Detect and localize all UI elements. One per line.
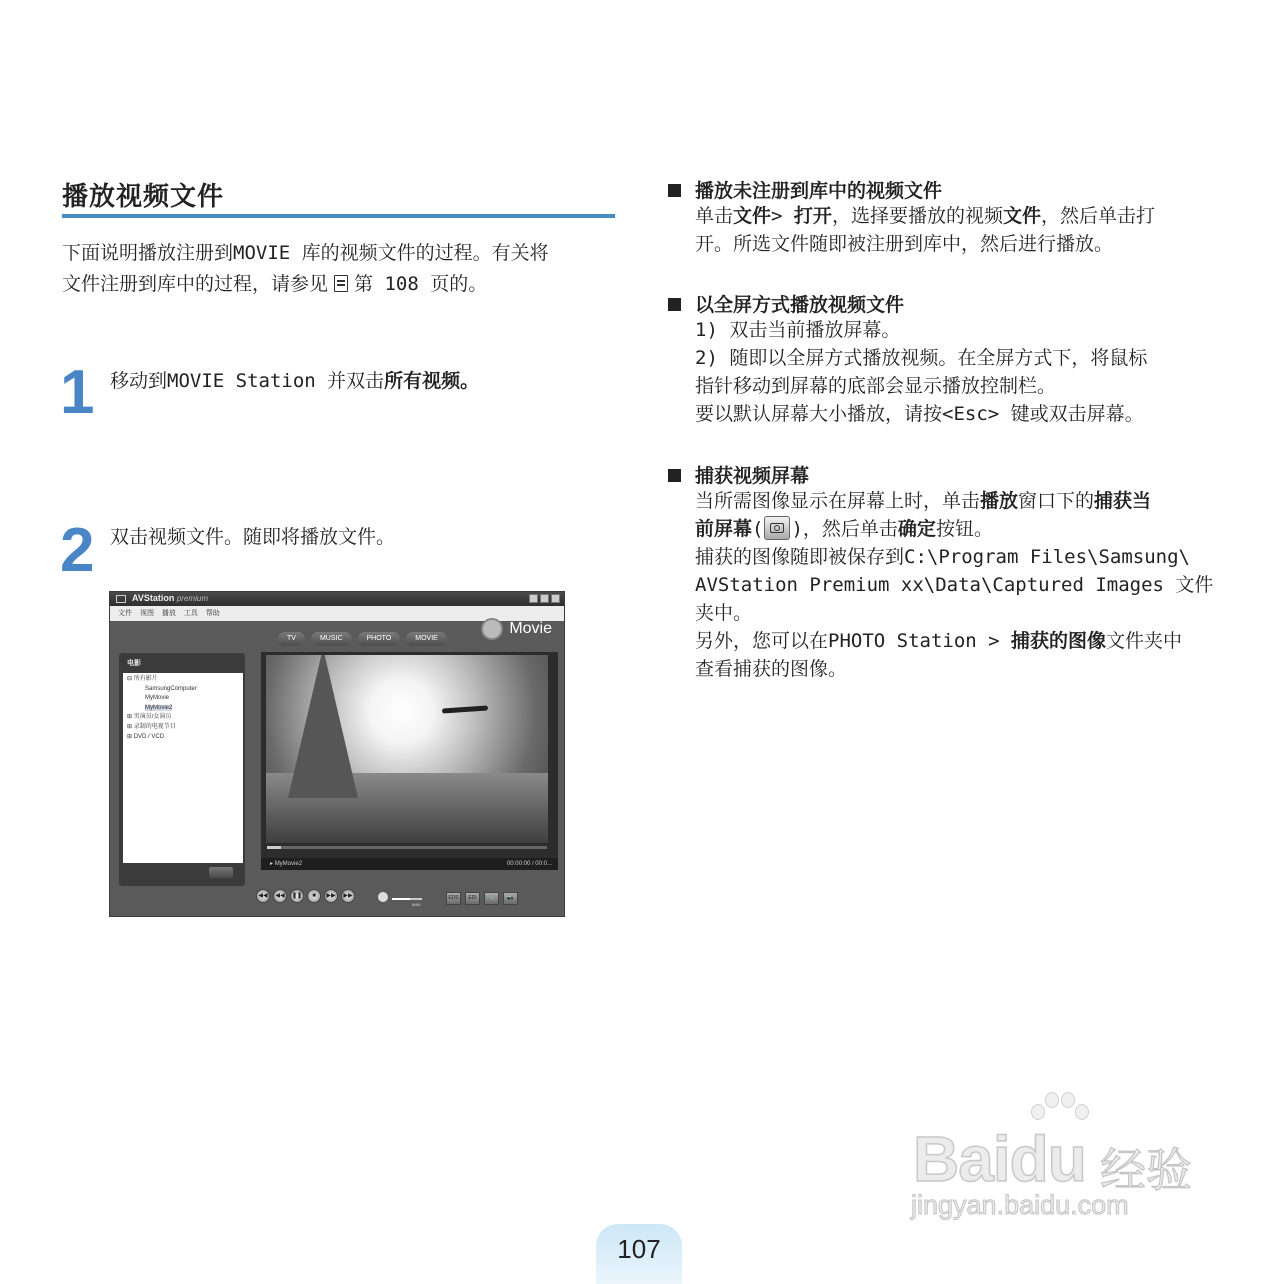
body-text: AVStation Premium xx\Data\Captured Images 文件	[695, 574, 1214, 596]
body-line	[695, 202, 1230, 230]
edi-button[interactable]: EDI	[465, 892, 480, 905]
tab-movie[interactable]: MOVIE	[406, 632, 447, 646]
watermark-url: jingyan.baidu.com	[911, 1190, 1129, 1220]
bullet-square-icon	[668, 298, 681, 311]
page-number-tab	[596, 1224, 682, 1284]
body-text: )，然后单击	[791, 518, 898, 540]
tool-buttons	[446, 892, 518, 905]
tab-photo[interactable]: PHOTO	[358, 632, 401, 646]
video-temple	[288, 655, 358, 798]
stop-button[interactable]: ■	[307, 889, 321, 903]
body-text: 查看捕获的图像。	[695, 658, 848, 680]
previous-button[interactable]: ◀◀	[256, 889, 270, 903]
volume-control[interactable]	[378, 890, 426, 907]
body-text: 指针移动到屏幕的底部会显示播放控制栏。	[695, 375, 1057, 397]
bold-term: 前屏幕	[695, 518, 753, 540]
close-button[interactable]	[551, 594, 560, 603]
menu-file[interactable]: 文件	[118, 610, 132, 617]
intro-line-2-start: 文件注册到库中的过程，请参见	[62, 273, 329, 295]
app-title: AVStation premium	[132, 593, 208, 603]
body-text: 按钮。	[935, 518, 993, 540]
tree-item[interactable]: ⊞ DVD / VCD	[127, 733, 165, 740]
watermark-jingyan: 经验	[1100, 1143, 1192, 1197]
watermark-brand: Baidu	[913, 1123, 1086, 1195]
app-icon	[116, 595, 126, 603]
body-text: 开。所选文件随即被注册到库中，然后进行播放。	[695, 233, 1114, 255]
next-button[interactable]: ▶▶	[341, 889, 355, 903]
video-player	[261, 652, 558, 858]
section-title: 播放视频文件	[62, 182, 225, 212]
body-text: ，选择要播放的视频	[831, 205, 1003, 227]
rewind-button[interactable]: ◀◀	[273, 889, 287, 903]
section-fullscreen-body	[695, 316, 1230, 428]
bold-term: 捕获当	[1094, 490, 1152, 512]
step-2-number: 2	[60, 516, 95, 585]
bold-term: 打开	[793, 205, 832, 227]
video-airplane	[442, 705, 488, 713]
body-line	[695, 543, 1230, 571]
tree-item[interactable]: SamsungComputer	[145, 685, 197, 692]
film-reel-icon	[481, 618, 503, 640]
camera-icon	[764, 516, 790, 540]
bold-term: 捕获的图像	[1011, 630, 1107, 652]
body-text: 单击	[695, 205, 734, 227]
volume-level	[392, 898, 410, 900]
body-line	[695, 599, 1230, 627]
maximize-button[interactable]	[540, 594, 549, 603]
step-1-bold: 所有视频。	[384, 370, 480, 392]
body-text: 1) 双击当前播放屏幕。	[695, 319, 901, 341]
seek-bar-fill	[267, 846, 281, 849]
now-playing-title: ▸ MyMovie2	[270, 861, 303, 867]
add-file-button[interactable]	[209, 867, 233, 878]
body-line	[695, 627, 1230, 655]
intro-line-2-end: 第 108 页的。	[354, 273, 488, 295]
now-playing-bar	[261, 858, 558, 870]
app-titlebar	[110, 592, 564, 606]
title-underline	[62, 214, 615, 218]
body-line	[695, 400, 1230, 428]
body-line	[695, 655, 1230, 683]
tree-item[interactable]: ⊞ 录制的电视节目	[127, 723, 176, 730]
intro-paragraph	[62, 238, 622, 300]
body-text: 夹中。	[695, 602, 753, 624]
pause-button[interactable]: ❚❚	[290, 889, 304, 903]
body-text: 2) 随即以全屏方式播放视频。在全屏方式下，将鼠标	[695, 347, 1148, 369]
body-text: 文件夹中	[1106, 630, 1183, 652]
tree-item[interactable]: ⊞ 男演员/女演员	[127, 714, 172, 721]
intro-line-1: 下面说明播放注册到MOVIE 库的视频文件的过程。有关将	[62, 242, 549, 264]
tree-item[interactable]: ⊟ 所有影片	[127, 676, 158, 682]
movie-station-logo	[481, 618, 552, 640]
body-line	[695, 571, 1230, 599]
body-line	[695, 344, 1230, 372]
step-1-text	[110, 366, 479, 393]
section-play-unregistered-body	[695, 202, 1230, 258]
body-text: (	[752, 518, 764, 540]
baidu-jingyan-watermark	[905, 1090, 1205, 1225]
library-panel-title: 电影	[127, 660, 141, 667]
body-text: 捕获的图像随即被保存到C:\Program Files\Samsung\	[695, 546, 1190, 568]
menu-tools[interactable]: 工具	[183, 610, 198, 617]
body-line	[695, 316, 1230, 344]
body-line	[695, 372, 1230, 400]
volume-max-label: MAX	[412, 902, 421, 907]
bold-term: 播放	[980, 490, 1019, 512]
bold-term: 确定	[897, 518, 936, 540]
settings-button[interactable]: 🔧	[484, 892, 499, 905]
playback-controls	[256, 889, 355, 903]
body-line	[695, 515, 1230, 543]
video-frame-image[interactable]	[266, 655, 548, 843]
menu-view[interactable]: 视图	[139, 610, 154, 617]
seek-bar[interactable]	[267, 846, 547, 849]
page-number: 107	[617, 1234, 661, 1264]
body-text: 另外，您可以在PHOTO Station >	[695, 630, 1012, 652]
body-line	[695, 487, 1230, 515]
menu-play[interactable]: 播放	[161, 610, 176, 617]
bullet-square-icon	[668, 469, 681, 482]
minimize-button[interactable]	[529, 594, 538, 603]
body-text: 当所需图像显示在屏幕上时，单击	[695, 490, 981, 512]
station-tabs	[278, 632, 447, 646]
body-text: 要以默认屏幕大小播放，请按<Esc> 键或双击屏幕。	[695, 403, 1144, 425]
menu-help[interactable]: 帮助	[205, 610, 220, 617]
tree-item[interactable]: MyMovie	[145, 695, 170, 702]
bullet-square-icon	[668, 184, 681, 197]
bold-term: 文件	[1002, 205, 1041, 227]
section-play-unregistered-title: 播放未注册到库中的视频文件	[668, 176, 942, 203]
body-text: >	[771, 205, 794, 227]
body-text: ，然后单击打	[1040, 205, 1155, 227]
body-line	[695, 230, 1230, 258]
avstation-screenshot	[109, 591, 565, 917]
section-capture-title: 捕获视频屏幕	[668, 461, 809, 488]
section-fullscreen-title: 以全屏方式播放视频文件	[668, 290, 904, 317]
movie-label: Movie	[509, 620, 552, 637]
library-panel	[119, 653, 245, 886]
page-reference-icon	[334, 275, 348, 292]
library-tree	[123, 673, 243, 863]
tab-music[interactable]: MUSIC	[311, 632, 352, 646]
fast-forward-button[interactable]: ▶▶	[324, 889, 338, 903]
capture-button[interactable]: 📷	[503, 892, 518, 905]
step-2-text: 双击视频文件。随即将播放文件。	[110, 526, 396, 548]
step-1-label: 移动到MOVIE Station 并双击	[110, 370, 385, 392]
body-text: 窗口下的	[1018, 490, 1095, 512]
tree-item[interactable]: MyMovie2	[145, 704, 173, 711]
eds-button[interactable]: EDS	[446, 892, 461, 905]
speaker-icon[interactable]	[378, 892, 388, 902]
playback-time: 00:00:00 / 00:0...	[506, 861, 552, 867]
bold-term: 文件	[733, 205, 772, 227]
tab-tv[interactable]: TV	[278, 632, 305, 646]
step-1-number: 1	[60, 358, 95, 427]
section-capture-body	[695, 487, 1230, 683]
